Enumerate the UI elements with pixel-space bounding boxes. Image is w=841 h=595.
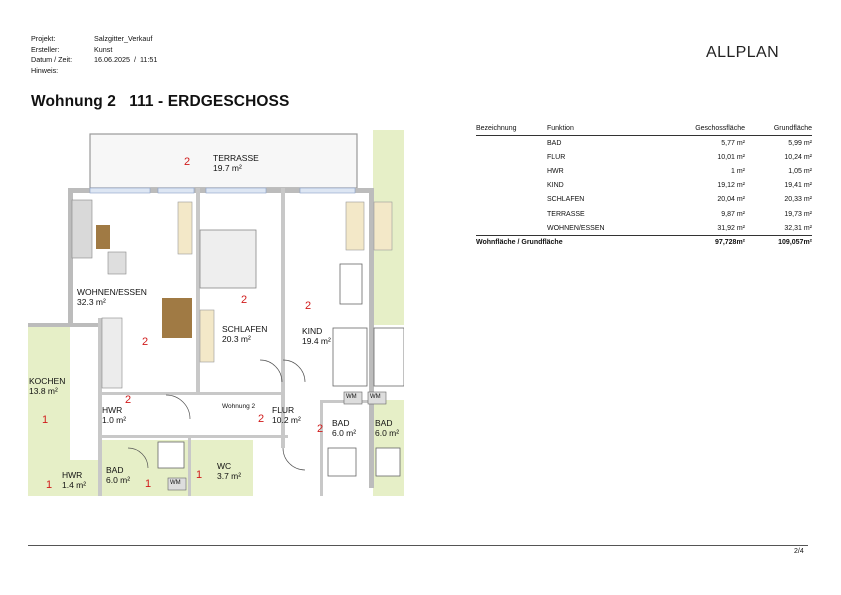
table-row — [476, 150, 812, 164]
wm-label-3: WM — [170, 480, 181, 486]
shower-bad-right — [376, 448, 400, 476]
bad2-num: 2 — [317, 423, 324, 435]
bad-right-name: BAD — [375, 418, 393, 428]
wardrobe-kind — [346, 202, 364, 250]
bed-right — [374, 328, 404, 386]
cell-geschoss: 10,01 m² — [717, 153, 745, 161]
bad-wc-wall — [188, 435, 191, 496]
cell-geschoss: 19,12 m² — [717, 182, 745, 190]
cell-funktion: WOHNEN/ESSEN — [547, 224, 605, 232]
schlafen-name: SCHLAFEN — [222, 324, 268, 334]
bad1-num: 1 — [145, 478, 152, 490]
datum-value: 16.06.2025 / 11:51 — [94, 55, 158, 65]
kochen-area: 13.8 m² — [29, 386, 58, 396]
desk-kind — [340, 264, 362, 304]
window-3 — [206, 188, 266, 193]
wardrobe-schlafen — [200, 310, 214, 362]
bad-right-wall — [320, 400, 323, 496]
table-row — [476, 136, 812, 150]
kind-num: 2 — [305, 300, 312, 312]
kind-name: KIND — [302, 326, 323, 336]
wohnen-area: 32.3 m² — [77, 297, 106, 307]
kochen-num: 1 — [42, 414, 49, 426]
kind-area: 19.4 m² — [302, 336, 331, 346]
wohnen-label — [77, 287, 147, 307]
bad2-name: BAD — [332, 418, 350, 428]
terrasse-label — [213, 153, 259, 173]
total-grund: 109,057m² — [778, 239, 812, 247]
room-table — [476, 121, 812, 249]
window-4 — [300, 188, 355, 193]
col-geschossflaeche: Geschossfläche — [695, 124, 745, 132]
wohnen-num: 2 — [142, 336, 149, 348]
flur-label — [272, 405, 301, 425]
shower-bad1 — [158, 442, 184, 468]
armchair — [108, 252, 126, 274]
total-label: Wohnfläche / Grundfläche — [476, 239, 563, 247]
schlafen-label — [222, 324, 267, 344]
hinweis-label: Hinweis: — [31, 66, 59, 76]
cell-funktion: KIND — [547, 182, 564, 190]
table-row — [476, 193, 812, 207]
window-1 — [90, 188, 150, 193]
bad1-label — [106, 465, 130, 485]
cell-geschoss: 5,77 m² — [721, 139, 745, 147]
datum-label: Datum / Zeit: — [31, 55, 73, 65]
cell-geschoss: 31,92 m² — [717, 224, 745, 232]
east-wall — [369, 188, 374, 488]
hwr1-label — [62, 470, 86, 490]
cell-grund: 5,99 m² — [788, 139, 812, 147]
project-meta — [31, 34, 157, 77]
cell-grund: 19,41 m² — [784, 182, 812, 190]
wall-wohnen-schlafen — [196, 188, 200, 393]
bad1-area: 6.0 m² — [106, 475, 131, 485]
cell-funktion: TERRASSE — [547, 210, 585, 218]
bad2-area: 6.0 m² — [332, 428, 357, 438]
sofa — [72, 200, 92, 258]
schlafen-area: 20.3 m² — [222, 334, 251, 344]
door-schlafen — [260, 360, 282, 382]
wc-label — [217, 461, 241, 481]
cell-grund: 1,05 m² — [788, 167, 812, 175]
col-grundflaeche: Grundfläche — [773, 124, 812, 132]
terrasse-num: 2 — [184, 156, 191, 168]
dining-table — [162, 298, 192, 338]
door-wohnen — [166, 395, 190, 419]
cell-funktion: BAD — [547, 139, 562, 147]
hwr1-num: 1 — [46, 479, 53, 491]
cell-grund: 19,73 m² — [784, 210, 812, 218]
flur-name: FLUR — [272, 405, 295, 415]
footer-divider — [28, 545, 808, 546]
floor-plan — [28, 130, 404, 496]
cell-geschoss: 9,87 m² — [721, 210, 745, 218]
hwr2-label — [102, 405, 126, 425]
table-row — [476, 221, 812, 235]
bed — [200, 230, 256, 288]
table-total-row — [476, 235, 812, 249]
kochen-name: KOCHEN — [29, 376, 66, 386]
coffee-table — [96, 225, 110, 249]
terrasse-name: TERRASSE — [213, 153, 259, 163]
wohnen-name: WOHNEN/ESSEN — [77, 287, 147, 297]
bad-right-area: 6.0 m² — [375, 428, 400, 438]
col-bezeichnung: Bezeichnung — [476, 124, 517, 132]
shower-bad2 — [328, 448, 356, 476]
wm-label-2: WM — [370, 394, 381, 400]
hwr2-name: HWR — [102, 405, 123, 415]
flur-area: 10.2 m² — [272, 415, 301, 425]
hwr2-area: 1.0 m² — [102, 415, 127, 425]
allplan-logo: ALLPLAN — [706, 44, 780, 61]
terrasse-area: 19.7 m² — [213, 163, 242, 173]
door-kind — [283, 360, 305, 382]
cell-geschoss: 1 m² — [731, 167, 745, 175]
wardrobe-right — [374, 202, 392, 250]
floor-plan-drawing — [28, 130, 404, 496]
bad-right-label — [375, 418, 399, 438]
cell-funktion: SCHLAFEN — [547, 196, 585, 204]
bad1-name: BAD — [106, 465, 124, 475]
flur-num: 2 — [258, 413, 265, 425]
hwr2-num: 2 — [125, 394, 132, 406]
col-funktion: Funktion — [547, 124, 574, 132]
cell-funktion: HWR — [547, 167, 564, 175]
kitchen-counter — [102, 318, 122, 388]
page-number: 2/4 — [794, 548, 804, 555]
cell-geschoss: 20,04 m² — [717, 196, 745, 204]
wohnung-label: Wohnung 2 — [222, 403, 256, 410]
door-bad — [283, 448, 305, 470]
wm-label-1: WM — [346, 394, 357, 400]
table-row — [476, 207, 812, 221]
wc-area: 3.7 m² — [217, 471, 242, 481]
table-header — [476, 121, 812, 136]
ersteller-value: Kunst — [94, 44, 113, 54]
bed-kind — [333, 328, 367, 386]
projekt-label: Projekt: — [31, 34, 56, 43]
cell-funktion: FLUR — [547, 153, 566, 161]
kind-label — [302, 326, 331, 346]
page-title: Wohnung 2 111 - ERDGESCHOSS — [31, 93, 290, 110]
kochen-label — [29, 376, 65, 396]
cell-grund: 32,31 m² — [784, 224, 812, 232]
total-geschoss: 97,728m² — [715, 239, 745, 247]
cell-grund: 20,33 m² — [784, 196, 812, 204]
bad2-label — [332, 418, 356, 438]
table-row — [476, 164, 812, 178]
hwr1-name: HWR — [62, 470, 83, 480]
kochen-wall — [28, 323, 100, 327]
schlafen-num: 2 — [241, 294, 248, 306]
hwr1-area: 1.4 m² — [62, 480, 87, 490]
shelf — [178, 202, 192, 254]
ersteller-label: Ersteller: — [31, 44, 60, 54]
wc-name: WC — [217, 461, 232, 471]
window-2 — [158, 188, 194, 193]
wc-num: 1 — [196, 469, 203, 481]
bath-wall — [98, 435, 288, 438]
table-row — [476, 179, 812, 193]
projekt-value: Salzgitter_Verkauf — [94, 34, 153, 43]
cell-grund: 10,24 m² — [784, 153, 812, 161]
